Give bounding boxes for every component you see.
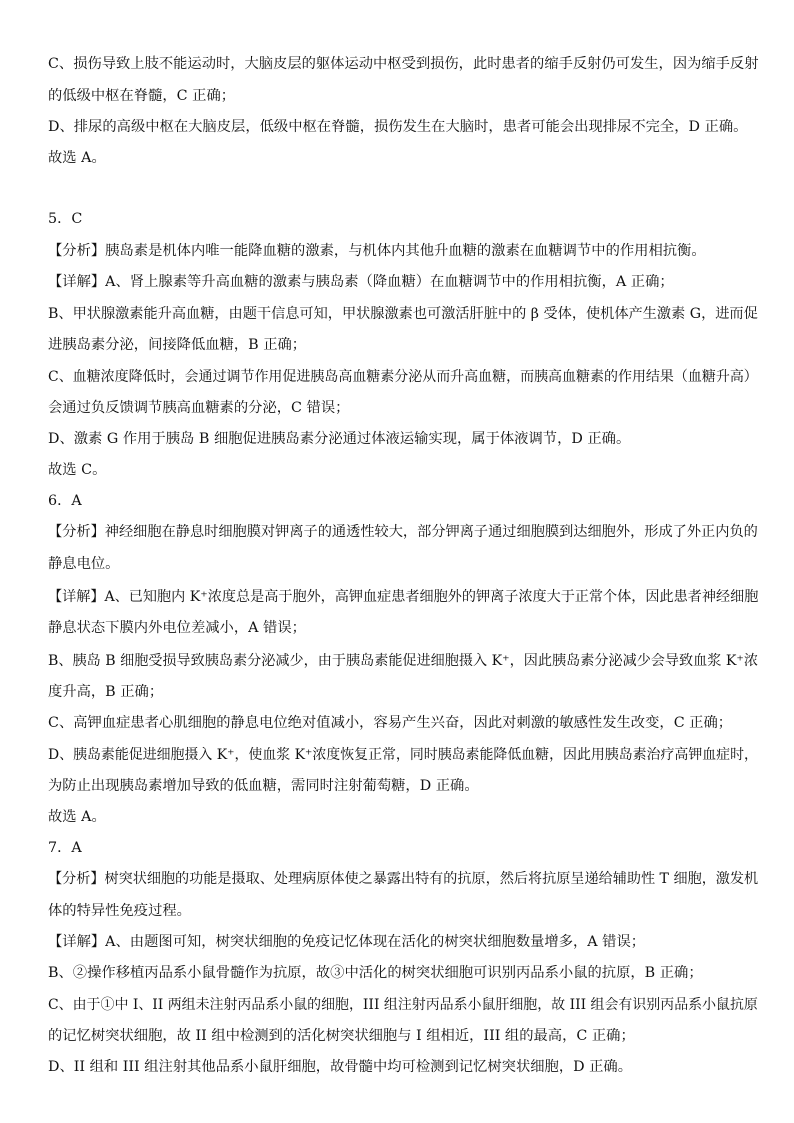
text-line: 故选 C。 xyxy=(48,462,107,478)
text-line: D、胰岛素能促进细胞摄入 K⁺，使血浆 K⁺浓度恢复正常，同时胰岛素能降低血糖，因此用胰岛素治疗高钾血症时， xyxy=(48,747,758,763)
text-line: 体的特异性免疫过程。 xyxy=(48,903,191,919)
text-line: C、高钾血症患者心肌细胞的静息电位绝对值减小，容易产生兴奋，因此对刺激的敏感性发生改变，C 正确； xyxy=(48,715,733,731)
question-number: 6．A xyxy=(48,493,82,509)
analysis-line: 【分析】神经细胞在静息时细胞膜对钾离子的通透性较大，部分钾离子通过细胞膜到达细胞外，形成了外正内负的 xyxy=(48,524,758,540)
analysis-line: 【分析】胰岛素是机体内唯一能降血糖的激素，与机体内其他升血糖的激素在血糖调节中的作用相抗衡。 xyxy=(48,243,706,259)
text-line: 度升高，B 正确； xyxy=(48,684,164,700)
text-line: 静息电位。 xyxy=(48,556,120,572)
text-line: C、损伤导致上肢不能运动时，大脑皮层的躯体运动中枢受到损伤，此时患者的缩手反射仍可发生，因为缩手反射 xyxy=(48,56,759,72)
explanation-line: 【详解】A、由题图可知，树突状细胞的免疫记忆体现在活化的树突状细胞数量增多，A 错误； xyxy=(48,934,646,950)
text-line: B、甲状腺激素能升高血糖，由题干信息可知，甲状腺激素也可激活肝脏中的 β 受体，使机体产生激素 G，进而促 xyxy=(48,306,758,322)
explanation-line: 【详解】A、已知胞内 K⁺浓度总是高于胞外，高钾血症患者细胞外的钾离子浓度大于正常个体，因此患者神经细胞 xyxy=(48,589,759,605)
text-line: C、血糖浓度降低时，会通过调节作用促进胰岛高血糖素分泌从而升高血糖，而胰高血糖素的作用结果（血糖升高） xyxy=(48,369,758,385)
text-line: B、②操作移植丙品系小鼠骨髓作为抗原，故③中活化的树突状细胞可识别丙品系小鼠的抗原，B 正确； xyxy=(48,965,703,981)
analysis-line: 【分析】树突状细胞的功能是摄取、处理病原体使之暴露出特有的抗原，然后将抗原呈递给辅助性 T 细胞，激发机 xyxy=(48,871,759,887)
text-line: B、胰岛 B 细胞受损导致胰岛素分泌减少，由于胰岛素能促进细胞摄入 K⁺，因此胰岛素分泌减少会导致血浆 K⁺浓 xyxy=(48,653,758,669)
text-line: D、激素 G 作用于胰岛 B 细胞促进胰岛素分泌通过体液运输实现，属于体液调节，D 正确。 xyxy=(48,431,631,447)
text-line: 的记忆树突状细胞，故 II 组中检测到的活化树突状细胞与 I 组相近，III 组的最高，C 正确； xyxy=(48,1028,635,1044)
text-line: D、II 组和 III 组注射其他品系小鼠肝细胞，故骨髓中均可检测到记忆树突状细胞，D 正确。 xyxy=(48,1059,633,1075)
text-line: 静息状态下膜内外电位差减小，A 错误； xyxy=(48,620,306,636)
text-line: D、排尿的高级中枢在大脑皮层，低级中枢在脊髓，损伤发生在大脑时，患者可能会出现排尿不完全，D 正确。 xyxy=(48,119,748,135)
question-number: 7．A xyxy=(48,840,82,856)
text-line: 进胰岛素分泌，间接降低血糖，B 正确； xyxy=(48,337,307,353)
text-line: 为防止出现胰岛素增加导致的低血糖，需同时注射葡萄糖，D 正确。 xyxy=(48,778,479,794)
text-line: 的低级中枢在脊髓，C 正确； xyxy=(48,88,236,104)
text-line: 故选 A。 xyxy=(48,150,106,166)
question-number: 5．C xyxy=(48,211,83,227)
text-line: C、由于①中 I、II 两组未注射丙品系小鼠的细胞，III 组注射丙品系小鼠肝细胞，故 III 组会有识别丙品系小鼠抗原 xyxy=(48,997,758,1013)
text-line: 会通过负反馈调节胰高血糖素的分泌，C 错误； xyxy=(48,400,350,416)
text-line: 故选 A。 xyxy=(48,809,106,825)
explanation-line: 【详解】A、肾上腺素等升高血糖的激素与胰岛素（降血糖）在血糖调节中的作用相抗衡，A 正确； xyxy=(48,274,674,290)
